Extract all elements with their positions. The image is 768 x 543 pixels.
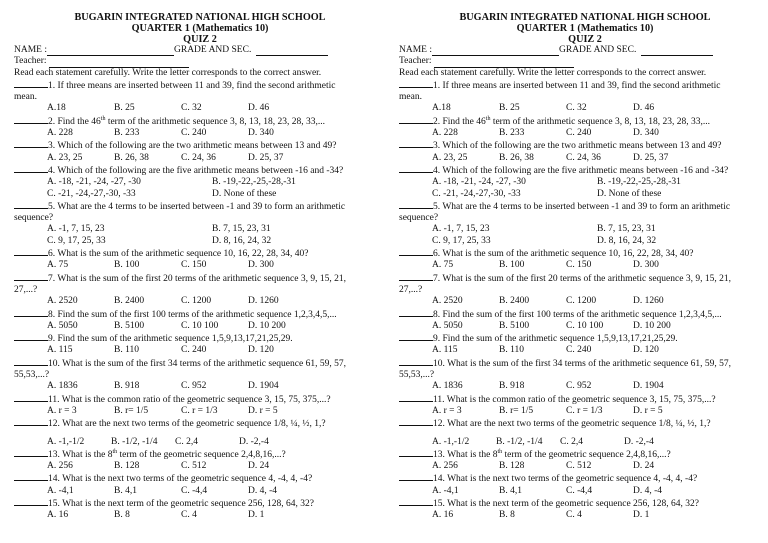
question-text: 7. What is the sum of the first 20 terms of the arithmetic sequence 3, 9, 15, 21, [48, 273, 346, 284]
answer-blank[interactable] [14, 308, 48, 317]
answer-option: C. 32 [566, 103, 587, 114]
teacher-label: Teacher: [14, 56, 47, 67]
answer-option: B. 918 [114, 381, 140, 392]
teacher-row [14, 56, 386, 67]
question-text: 9. Find the sum of the arithmetic sequence 1,5,9,13,17,21,25,29. [48, 334, 293, 345]
answer-option: D. 340 [248, 128, 274, 139]
answer-options [399, 236, 768, 247]
question-text: 14. What is the next two terms of the geometric sequence 4, -4, 4, -4? [48, 474, 313, 485]
teacher-row [399, 56, 768, 67]
name-label: NAME : [14, 45, 47, 55]
instructions: Read each statement carefully. Write the letter corresponds to the correct answer. [399, 67, 707, 78]
question-item [399, 79, 768, 92]
question-text-prefix: 13. What is the 8 [433, 449, 498, 460]
question-item [399, 164, 768, 177]
question-text-continued: 27,...? [399, 284, 423, 295]
answer-option: C. 24, 36 [181, 152, 216, 163]
question-text: 6. What is the sum of the arithmetic sequence 10, 16, 22, 28, 34, 40? [48, 249, 309, 260]
quiz-column-left [14, 12, 386, 522]
answer-option: C. 1200 [566, 296, 597, 307]
answer-option: B. -1/2, -1/4 [496, 436, 543, 447]
answer-option: A. 75 [432, 260, 454, 271]
name-row [14, 45, 386, 56]
ordinal-suffix: th [485, 115, 491, 122]
grade-field[interactable] [256, 46, 328, 56]
question-text: 10. What is the sum of the first 34 terms of the arithmetic sequence 61, 59, 57, [433, 358, 731, 369]
answer-option: B. 233 [499, 128, 525, 139]
answer-blank[interactable] [399, 164, 433, 173]
question-text: 15. What is the next term of the geometric sequence 256, 128, 64, 32? [48, 498, 315, 509]
answer-option: D. 1260 [633, 296, 664, 307]
answer-option: B. r= 1/5 [114, 405, 149, 416]
answer-option: B. 110 [114, 345, 139, 356]
question-text: 14. What is the next two terms of the geometric sequence 4, -4, 4, -4? [433, 474, 698, 485]
answer-options [14, 510, 386, 521]
answer-option: C. 32 [181, 103, 202, 114]
question-item [399, 200, 768, 213]
question-item [14, 247, 386, 260]
answer-option: C. 240 [181, 128, 207, 139]
answer-option: C. 240 [566, 345, 592, 356]
answer-options [14, 406, 386, 417]
ordinal-suffix: th [100, 115, 106, 122]
answer-option: B. 110 [499, 345, 524, 356]
answer-option: D. 1 [633, 510, 650, 521]
answer-option: A. 5050 [47, 320, 78, 331]
name-field[interactable] [47, 46, 174, 56]
answer-blank[interactable] [399, 357, 433, 366]
answer-blank[interactable] [399, 497, 433, 506]
name-row [399, 45, 768, 56]
answer-option: A. 5050 [432, 320, 463, 331]
answer-option: A. 2520 [47, 296, 78, 307]
quarter-subject: QUARTER 1 (Mathematics 10) [516, 23, 654, 34]
question-text: 8. Find the sum of the first 100 terms of the arithmetic sequence 1,2,3,4,5,... [48, 309, 337, 320]
answer-option: B. -19,-22,-25,-28,-31 [212, 177, 296, 188]
answer-option: C. r = 1/3 [566, 405, 603, 416]
question-item [14, 164, 386, 177]
question-item [14, 472, 386, 485]
answer-options [14, 296, 386, 307]
question-item [399, 139, 768, 152]
question-text: 1. If three means are inserted between 11 and 39, find the second arithmetic [48, 80, 336, 91]
question-item [399, 497, 768, 510]
answer-option: B. 128 [499, 461, 525, 472]
answer-options [14, 236, 386, 247]
answer-blank[interactable] [399, 332, 433, 341]
answer-option: A. r = 3 [47, 405, 77, 416]
answer-option: A. 75 [47, 260, 69, 271]
question-text: 5. What are the 4 terms to be inserted between -1 and 39 to form an arithmetic [433, 201, 731, 212]
answer-blank[interactable] [14, 393, 48, 402]
question-text-prefix: 2. Find the 46 [433, 116, 486, 127]
answer-option: D. 300 [248, 260, 274, 271]
answer-blank[interactable] [399, 200, 433, 209]
answer-option: D. 25, 37 [248, 152, 284, 163]
answer-option: C. 9, 17, 25, 33 [432, 235, 491, 246]
answer-option: B. -1/2, -1/4 [111, 436, 158, 447]
answer-option: C. 10 100 [181, 320, 219, 331]
answer-blank[interactable] [14, 164, 48, 173]
question-text-continued: mean. [14, 92, 37, 103]
answer-options [14, 189, 386, 200]
answer-option: B. 2400 [114, 296, 145, 307]
answer-option: B. 2400 [499, 296, 530, 307]
question-item [14, 308, 386, 321]
grade-field[interactable] [641, 46, 713, 56]
answer-option: B. 128 [114, 461, 140, 472]
answer-options [14, 437, 386, 448]
answer-blank[interactable] [14, 357, 48, 366]
answer-option: A. r = 3 [432, 405, 462, 416]
question-text-continued: sequence? [14, 213, 54, 224]
question-text: 4. Which of the following are the five arithmetic means between -16 and -34? [433, 165, 729, 176]
answer-option: A. 115 [47, 345, 73, 356]
question-item [399, 393, 768, 406]
answer-options [399, 177, 768, 188]
answer-options [14, 321, 386, 332]
answer-option: C. 10 100 [566, 320, 604, 331]
answer-option: D. 10 200 [633, 320, 671, 331]
answer-options [399, 321, 768, 332]
answer-option: A. -1,-1/2 [47, 436, 85, 447]
school-name: BUGARIN INTEGRATED NATIONAL HIGH SCHOOL [459, 12, 711, 23]
question-item [399, 272, 768, 285]
question-text-continued: 27,...? [14, 284, 38, 295]
answer-option: C. 24, 36 [566, 152, 601, 163]
question-item [399, 247, 768, 260]
answer-option: D. 8, 16, 24, 32 [597, 235, 657, 246]
answer-blank[interactable] [399, 417, 433, 426]
answer-blank[interactable] [399, 115, 433, 124]
answer-option: D. 24 [633, 461, 655, 472]
answer-options [14, 381, 386, 392]
answer-option: A. 256 [432, 461, 458, 472]
answer-options [399, 437, 768, 448]
answer-option: A. -4,1 [47, 485, 74, 496]
answer-options [399, 461, 768, 472]
quiz-title: QUIZ 2 [183, 34, 217, 45]
answer-blank[interactable] [399, 472, 433, 481]
question-text-prefix: 13. What is the 8 [48, 449, 113, 460]
answer-option: D. 8, 16, 24, 32 [212, 235, 272, 246]
answer-option: D. 4, -4 [633, 485, 663, 496]
answer-options [14, 486, 386, 497]
answer-option: A. 1836 [432, 381, 463, 392]
answer-options [14, 153, 386, 164]
question-text: 8. Find the sum of the first 100 terms of the arithmetic sequence 1,2,3,4,5,... [433, 309, 722, 320]
ordinal-suffix: th [112, 448, 118, 455]
question-text: 11. What is the common ratio of the geometric sequence 3, 15, 75, 375,...? [48, 394, 331, 405]
instructions: Read each statement carefully. Write the letter corresponds to the correct answer. [14, 67, 322, 78]
answer-option: C. 2,4 [175, 436, 198, 447]
answer-blank[interactable] [14, 115, 48, 124]
question-text: 1. If three means are inserted between 11 and 39, find the second arithmetic [433, 80, 721, 91]
question-text: 3. Which of the following are the two arithmetic means between 13 and 49? [433, 141, 722, 152]
answer-option: A. -1, 7, 15, 23 [47, 224, 105, 235]
answer-options [399, 260, 768, 271]
answer-blank[interactable] [399, 448, 433, 457]
answer-option: B. 7, 15, 23, 31 [212, 224, 271, 235]
question-item [399, 417, 768, 430]
name-field[interactable] [432, 46, 559, 56]
question-text: term of the arithmetic sequence 3, 8, 13, 18, 23, 28, 33,... [490, 116, 710, 127]
answer-option: D. 1 [248, 510, 265, 521]
grade-label: GRADE AND SEC. [174, 45, 252, 55]
answer-option: C. 1200 [181, 296, 212, 307]
answer-blank[interactable] [14, 200, 48, 209]
question-item [14, 393, 386, 406]
answer-options [399, 153, 768, 164]
answer-options [399, 345, 768, 356]
answer-option: A.18 [432, 103, 451, 114]
answer-option: A. -1,-1/2 [432, 436, 470, 447]
question-text-continued: 55,53,...? [399, 370, 435, 381]
answer-option: D. 1904 [248, 381, 279, 392]
answer-option: B. 918 [499, 381, 525, 392]
question-item [399, 357, 768, 370]
question-item [399, 115, 768, 128]
answer-option: D. r = 5 [248, 405, 278, 416]
question-text-continued: sequence? [399, 213, 439, 224]
question-item [14, 139, 386, 152]
answer-option: C. -4,4 [566, 485, 593, 496]
question-item [399, 332, 768, 345]
answer-options [399, 381, 768, 392]
answer-blank[interactable] [14, 332, 48, 341]
answer-options [399, 189, 768, 200]
answer-option: B. 100 [114, 260, 140, 271]
question-text: 6. What is the sum of the arithmetic sequence 10, 16, 22, 28, 34, 40? [433, 249, 694, 260]
question-item [14, 497, 386, 510]
answer-option: B. r= 1/5 [499, 405, 534, 416]
answer-blank[interactable] [14, 472, 48, 481]
answer-option: D. 340 [633, 128, 659, 139]
answer-option: D. 1260 [248, 296, 279, 307]
answer-option: D. 46 [248, 103, 270, 114]
answer-option: C. 952 [566, 381, 592, 392]
question-list [399, 79, 768, 522]
answer-option: A.18 [47, 103, 66, 114]
grade-label: GRADE AND SEC. [559, 45, 637, 55]
question-text: 12. What are the next two terms of the geometric sequence 1/8, ¼, ½, 1,? [433, 419, 711, 430]
answer-option: D. 25, 37 [633, 152, 669, 163]
answer-option: D. 24 [248, 461, 270, 472]
answer-option: C. -21, -24,-27,-30, -33 [432, 188, 521, 199]
answer-option: C. 512 [181, 461, 207, 472]
answer-blank[interactable] [14, 448, 48, 457]
answer-option: D. -2,-4 [624, 436, 654, 447]
question-item [14, 115, 386, 128]
question-item [14, 200, 386, 213]
answer-option: C. 2,4 [560, 436, 583, 447]
answer-option: B. 8 [499, 510, 515, 521]
answer-blank[interactable] [399, 247, 433, 256]
answer-options [399, 406, 768, 417]
answer-option: A. -18, -21, -24, -27, -30 [432, 177, 526, 188]
question-text: term of the geometric sequence 2,4,8,16,...? [502, 449, 671, 460]
question-text: 9. Find the sum of the arithmetic sequence 1,5,9,13,17,21,25,29. [433, 334, 678, 345]
answer-options [399, 128, 768, 139]
answer-options [14, 177, 386, 188]
answer-option: A. 228 [47, 128, 73, 139]
answer-option: B. -19,-22,-25,-28,-31 [597, 177, 681, 188]
answer-option: D. None of these [597, 188, 662, 199]
answer-option: B. 8 [114, 510, 130, 521]
question-text-continued: 55,53,...? [14, 370, 50, 381]
answer-option: C. 240 [181, 345, 207, 356]
answer-options [399, 510, 768, 521]
answer-option: A. 23, 25 [432, 152, 468, 163]
answer-option: B. 4,1 [499, 485, 522, 496]
answer-option: A. 23, 25 [47, 152, 83, 163]
question-item [399, 308, 768, 321]
answer-blank[interactable] [399, 79, 433, 88]
question-item [399, 472, 768, 485]
question-text: 4. Which of the following are the five arithmetic means between -16 and -34? [48, 165, 344, 176]
question-text-prefix: 2. Find the 46 [48, 116, 101, 127]
question-item [14, 272, 386, 285]
answer-option: D. 1904 [633, 381, 664, 392]
question-text: 5. What are the 4 terms to be inserted between -1 and 39 to form an arithmetic [48, 201, 346, 212]
answer-option: A. 1836 [47, 381, 78, 392]
question-item [399, 448, 768, 461]
answer-option: C. 4 [181, 510, 197, 521]
answer-option: C. 240 [566, 128, 592, 139]
answer-option: B. 25 [114, 103, 135, 114]
teacher-field[interactable] [434, 58, 574, 68]
answer-options [14, 260, 386, 271]
answer-option: A. 256 [47, 461, 73, 472]
teacher-field[interactable] [49, 58, 189, 68]
answer-option: B. 5100 [499, 320, 530, 331]
question-item [14, 357, 386, 370]
answer-option: A. -1, 7, 15, 23 [432, 224, 490, 235]
answer-option: C. 512 [566, 461, 592, 472]
answer-option: C. -4,4 [181, 485, 208, 496]
question-text: 15. What is the next term of the geometric sequence 256, 128, 64, 32? [433, 498, 700, 509]
name-label: NAME : [399, 45, 432, 55]
answer-options [14, 345, 386, 356]
quiz-title: QUIZ 2 [568, 34, 602, 45]
answer-option: C. -21, -24,-27,-30, -33 [47, 188, 136, 199]
answer-options [399, 296, 768, 307]
answer-option: A. 16 [432, 510, 454, 521]
question-text: term of the arithmetic sequence 3, 8, 13, 18, 23, 28, 33,... [105, 116, 325, 127]
answer-option: C. 150 [566, 260, 592, 271]
answer-option: D. 46 [633, 103, 655, 114]
answer-option: A. -18, -21, -24, -27, -30 [47, 177, 141, 188]
answer-options [14, 461, 386, 472]
answer-option: C. 4 [566, 510, 582, 521]
question-text: 7. What is the sum of the first 20 terms of the arithmetic sequence 3, 9, 15, 21, [433, 273, 731, 284]
answer-option: B. 5100 [114, 320, 145, 331]
answer-option: A. 228 [432, 128, 458, 139]
answer-option: B. 25 [499, 103, 520, 114]
answer-blank[interactable] [14, 247, 48, 256]
answer-option: D. 10 200 [248, 320, 286, 331]
answer-option: D. None of these [212, 188, 277, 199]
answer-blank[interactable] [399, 393, 433, 402]
answer-option: A. -4,1 [432, 485, 459, 496]
answer-option: C. r = 1/3 [181, 405, 218, 416]
answer-option: D. r = 5 [633, 405, 663, 416]
question-item [14, 417, 386, 430]
answer-option: A. 115 [432, 345, 458, 356]
quiz-column-right [399, 12, 768, 522]
answer-option: A. 2520 [432, 296, 463, 307]
answer-options [14, 128, 386, 139]
answer-option: D. -2,-4 [239, 436, 269, 447]
question-item [14, 79, 386, 92]
answer-option: A. 16 [47, 510, 69, 521]
teacher-label: Teacher: [399, 56, 432, 67]
question-text: 3. Which of the following are the two arithmetic means between 13 and 49? [48, 141, 337, 152]
answer-blank[interactable] [399, 139, 433, 148]
answer-option: D. 120 [633, 345, 659, 356]
answer-option: C. 9, 17, 25, 33 [47, 235, 106, 246]
answer-option: B. 26, 38 [114, 152, 149, 163]
answer-option: B. 233 [114, 128, 140, 139]
answer-option: D. 4, -4 [248, 485, 278, 496]
answer-blank[interactable] [14, 497, 48, 506]
answer-blank[interactable] [14, 139, 48, 148]
question-list [14, 79, 386, 522]
answer-blank[interactable] [14, 272, 48, 281]
answer-option: D. 120 [248, 345, 274, 356]
quarter-subject: QUARTER 1 (Mathematics 10) [131, 23, 269, 34]
ordinal-suffix: th [497, 448, 503, 455]
answer-options [14, 224, 386, 235]
answer-option: B. 100 [499, 260, 525, 271]
answer-options [399, 486, 768, 497]
answer-blank[interactable] [14, 417, 48, 426]
question-text: 10. What is the sum of the first 34 terms of the arithmetic sequence 61, 59, 57, [48, 358, 346, 369]
question-text-continued: mean. [399, 92, 422, 103]
answer-blank[interactable] [399, 272, 433, 281]
answer-options [399, 224, 768, 235]
answer-option: B. 26, 38 [499, 152, 534, 163]
answer-option: C. 952 [181, 381, 207, 392]
question-item [14, 448, 386, 461]
answer-option: C. 150 [181, 260, 207, 271]
question-item [14, 332, 386, 345]
school-name: BUGARIN INTEGRATED NATIONAL HIGH SCHOOL [74, 12, 326, 23]
answer-option: B. 4,1 [114, 485, 137, 496]
answer-blank[interactable] [399, 308, 433, 317]
question-text: term of the geometric sequence 2,4,8,16,...? [117, 449, 286, 460]
answer-blank[interactable] [14, 79, 48, 88]
answer-option: D. 300 [633, 260, 659, 271]
answer-options [14, 103, 386, 114]
question-text: 11. What is the common ratio of the geometric sequence 3, 15, 75, 375,...? [433, 394, 716, 405]
question-text: 12. What are the next two terms of the geometric sequence 1/8, ¼, ½, 1,? [48, 419, 326, 430]
answer-option: B. 7, 15, 23, 31 [597, 224, 656, 235]
answer-options [399, 103, 768, 114]
